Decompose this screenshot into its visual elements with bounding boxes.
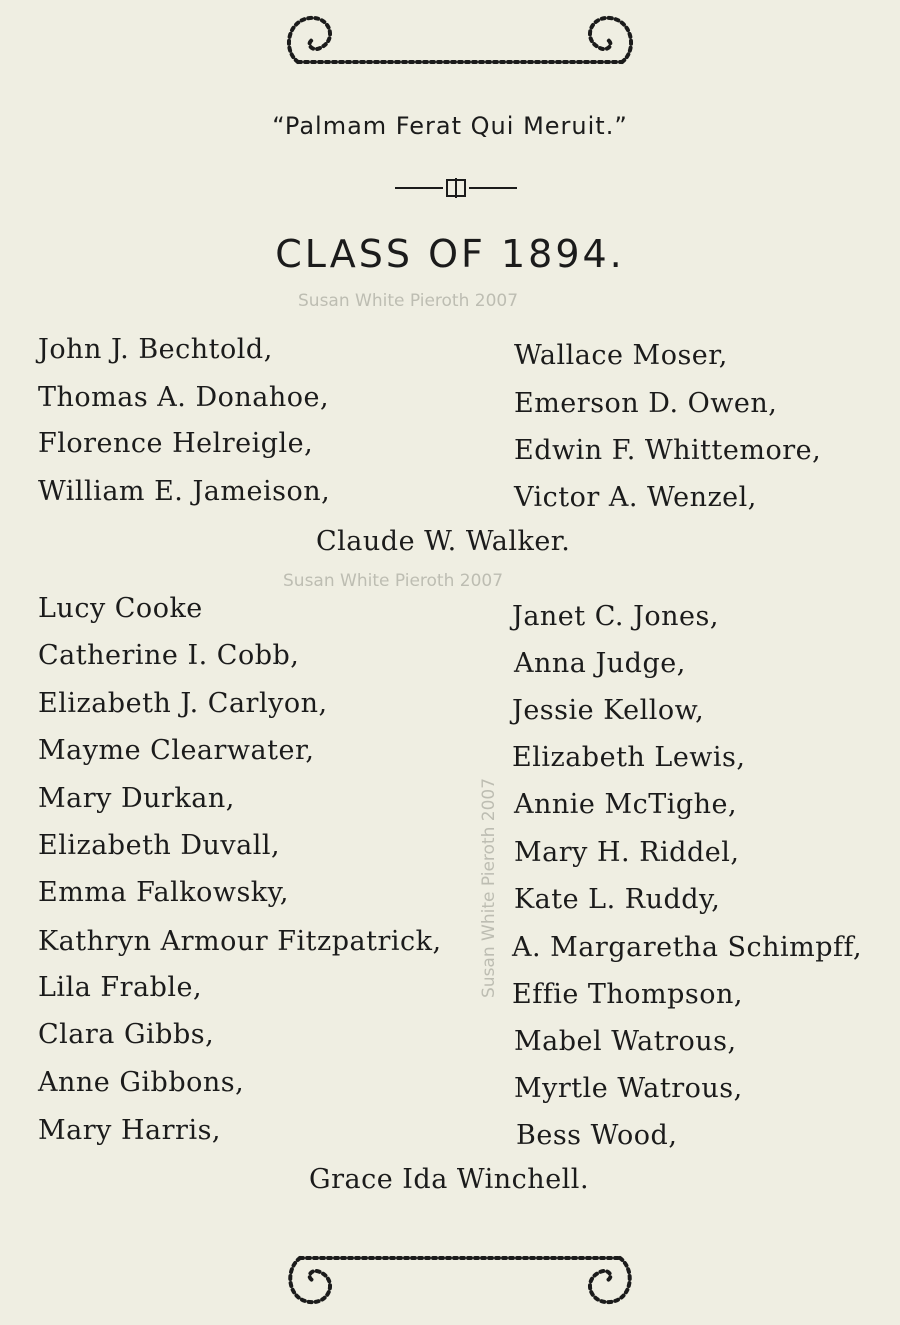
student-name: Emerson D. Owen, [514,388,778,419]
student-name: Elizabeth J. Carlyon, [38,688,328,719]
student-name: Wallace Moser, [514,340,728,371]
student-name: A. Margaretha Schimpff, [512,932,863,963]
student-name: Anna Judge, [514,648,686,679]
student-name: Mayme Clearwater, [38,735,315,766]
student-name: Jessie Kellow, [512,695,705,726]
student-name-centered: Grace Ida Winchell. [309,1164,590,1195]
student-name: Effie Thompson, [512,979,744,1010]
student-name: Florence Helreigle, [38,428,314,459]
student-name-centered: Claude W. Walker. [316,526,571,557]
watermark: Susan White Pieroth 2007 [298,291,519,311]
student-name: Mary Durkan, [38,783,235,814]
student-name: Kathryn Armour Fitzpatrick, [38,926,442,957]
student-name: Lila Frable, [38,972,203,1003]
student-name: Mabel Watrous, [514,1026,737,1057]
student-name: Janet C. Jones, [512,601,719,632]
student-name: Kate L. Ruddy, [514,884,721,915]
student-name: Clara Gibbs, [38,1019,215,1050]
bottom-scroll-ornament [280,1248,640,1318]
student-name: Mary Harris, [38,1115,222,1146]
student-name: Edwin F. Whittemore, [514,435,822,466]
student-name: Bess Wood, [516,1120,678,1151]
watermark-vertical: Susan White Pieroth 2007 [479,777,499,998]
motto: “Palmam Ferat Qui Meruit.” [272,112,628,140]
student-name: John J. Bechtold, [38,334,273,365]
top-scroll-ornament [280,10,640,80]
student-name: Lucy Cooke [38,593,203,624]
divider-ornament [395,176,517,200]
student-name: Victor A. Wenzel, [514,482,757,513]
watermark: Susan White Pieroth 2007 [283,571,504,591]
class-title: CLASS OF 1894. [275,232,625,276]
student-name: Thomas A. Donahoe, [38,382,330,413]
student-name: Catherine I. Cobb, [38,640,300,671]
student-name: Annie McTighe, [514,789,738,820]
student-name: William E. Jameison, [38,476,331,507]
student-name: Elizabeth Duvall, [38,830,281,861]
student-name: Emma Falkowsky, [38,877,289,908]
student-name: Anne Gibbons, [38,1067,245,1098]
student-name: Mary H. Riddel, [514,837,740,868]
student-name: Myrtle Watrous, [514,1073,743,1104]
student-name: Elizabeth Lewis, [512,742,746,773]
